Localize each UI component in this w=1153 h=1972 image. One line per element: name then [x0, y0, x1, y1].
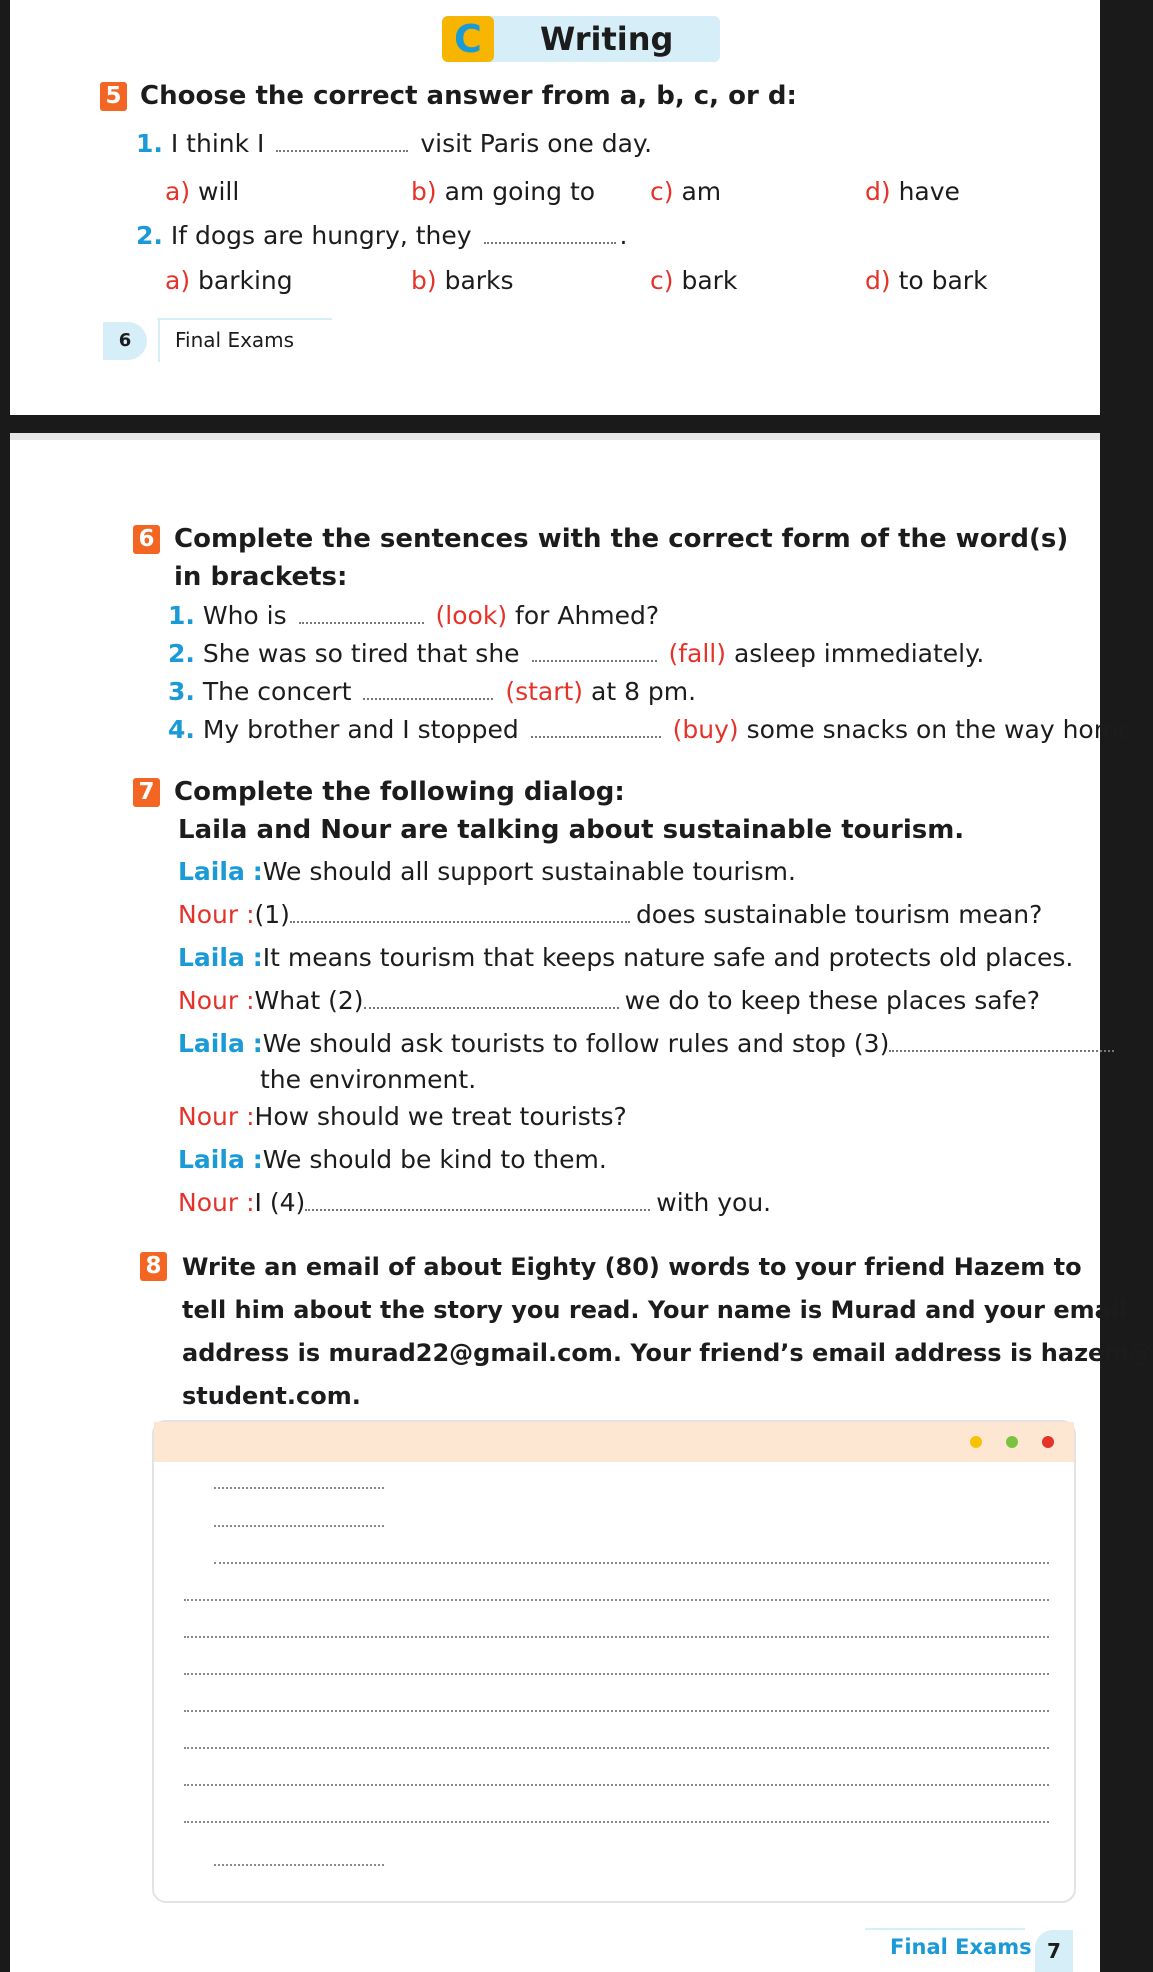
option-letter: c): [650, 177, 674, 206]
email-line[interactable]: [214, 1864, 384, 1866]
dialog-text-after: with you.: [656, 1188, 772, 1217]
item-text-before: The concert: [202, 677, 352, 706]
q6-item-2-blank[interactable]: [532, 642, 657, 662]
q6-item-3-blank[interactable]: [363, 680, 493, 700]
speaker-colon: :: [246, 986, 255, 1015]
q5-item-1-text-after: visit Paris one day.: [420, 129, 653, 158]
section-6-title-line1: Complete the sentences with the correct form of the word(s): [174, 524, 1069, 554]
dialog-text: We should all support sustainable tourism.: [262, 857, 796, 886]
option-text: barking: [198, 266, 293, 295]
dialog-text: How should we treat tourists?: [254, 1102, 627, 1131]
section-7-title: Complete the following dialog:: [174, 777, 625, 807]
option-text: am: [681, 177, 722, 206]
speaker-nour: Nour: [178, 1188, 239, 1217]
dialog-line-3: [178, 942, 1073, 974]
item-number: 3.: [168, 677, 195, 706]
q5-item-2-option-d[interactable]: [865, 265, 988, 297]
option-text: have: [898, 177, 960, 206]
item-text-after: asleep immediately.: [733, 639, 985, 668]
section-8-line-1: Write an email of about Eighty (80) words to your friend Hazem to: [182, 1253, 1082, 1281]
footer-rule: [865, 1928, 1025, 1930]
email-writing-box[interactable]: [152, 1420, 1076, 1903]
q5-item-1-option-a[interactable]: [165, 176, 239, 208]
speaker-colon: :: [246, 1102, 255, 1131]
dialog-line-7: [178, 1144, 607, 1176]
q5-item-2-text-before: If dogs are hungry, they: [170, 221, 472, 250]
dialog-text: What (2): [254, 986, 364, 1015]
option-text: bark: [681, 266, 738, 295]
q5-item-2-option-b[interactable]: [411, 265, 514, 297]
option-letter: d): [865, 266, 891, 295]
speaker-colon: :: [252, 943, 263, 972]
speaker-colon: :: [252, 1145, 263, 1174]
q5-item-2-option-a[interactable]: [165, 265, 293, 297]
writing-badge-letter: C: [454, 17, 482, 61]
email-line[interactable]: [184, 1747, 1049, 1749]
dialog-line-8: [178, 1187, 771, 1219]
section-7-subtitle: Laila and Nour are talking about sustainable tourism.: [178, 815, 965, 845]
dialog-text: We should be kind to them.: [262, 1145, 607, 1174]
footer-rule: [157, 318, 332, 320]
option-text: am going to: [444, 177, 596, 206]
footer-label: Final Exams: [175, 328, 295, 352]
option-letter: a): [165, 266, 191, 295]
speaker-colon: :: [252, 857, 263, 886]
email-line[interactable]: [184, 1784, 1049, 1786]
dialog-text: We should ask tourists to follow rules and stop (3): [262, 1029, 890, 1058]
section-6-badge: 6: [133, 525, 160, 554]
item-text-after: at 8 pm.: [591, 677, 697, 706]
speaker-nour: Nour: [178, 986, 239, 1015]
dialog-line-6: [178, 1101, 627, 1133]
dialog-blank-1[interactable]: [290, 903, 630, 923]
dialog-text: It means tourism that keeps nature safe and protects old places.: [262, 943, 1074, 972]
q5-item-2-end: .: [619, 221, 628, 250]
item-bracket-word: (look): [435, 601, 508, 630]
section-5-title: Choose the correct answer from a, b, c, or d:: [140, 81, 797, 111]
email-box-header: [154, 1422, 1074, 1462]
dialog-text: I (4): [254, 1188, 306, 1217]
section-8-badge: 8: [140, 1252, 167, 1281]
dialog-blank-4[interactable]: [305, 1191, 650, 1211]
email-line[interactable]: [184, 1710, 1049, 1712]
footer-divider: [158, 318, 160, 362]
q6-item-2: [168, 638, 984, 670]
item-bracket-word: (start): [505, 677, 584, 706]
speaker-laila: Laila: [178, 1145, 245, 1174]
dialog-blank-2[interactable]: [364, 989, 619, 1009]
q5-item-1-option-d[interactable]: [865, 176, 960, 208]
section-6-title-line2: in brackets:: [174, 562, 348, 592]
speaker-nour: Nour: [178, 1102, 239, 1131]
red-dot-icon: [1042, 1436, 1054, 1448]
option-letter: b): [411, 266, 437, 295]
page-number: 6: [103, 322, 147, 360]
email-line[interactable]: [184, 1821, 1049, 1823]
option-text: will: [198, 177, 240, 206]
email-line[interactable]: [214, 1562, 1049, 1564]
footer-label: Final Exams: [890, 1935, 1032, 1959]
q5-item-1-number: 1.: [136, 129, 163, 158]
option-letter: c): [650, 266, 674, 295]
option-letter: b): [411, 177, 437, 206]
email-line[interactable]: [184, 1636, 1049, 1638]
section-8-line-4: student.com.: [182, 1382, 361, 1410]
green-dot-icon: [1006, 1436, 1018, 1448]
email-line[interactable]: [214, 1487, 384, 1489]
email-line[interactable]: [184, 1673, 1049, 1675]
speaker-laila: Laila: [178, 1029, 245, 1058]
item-text-before: She was so tired that she: [202, 639, 520, 668]
q5-item-1: [136, 128, 652, 160]
item-number: 1.: [168, 601, 195, 630]
q6-item-4-blank[interactable]: [531, 718, 661, 738]
speaker-colon: :: [246, 1188, 255, 1217]
page-6: [10, 0, 1100, 415]
item-bracket-word: (fall): [668, 639, 726, 668]
q6-item-4: [168, 714, 1141, 746]
dialog-line-5: [178, 1028, 1114, 1060]
item-text-before: My brother and I stopped: [202, 715, 519, 744]
section-7-badge: 7: [133, 778, 160, 807]
speaker-laila: Laila: [178, 943, 245, 972]
writing-title: Writing: [540, 20, 674, 58]
q5-item-2-number: 2.: [136, 221, 163, 250]
page-7: [10, 440, 1153, 1972]
option-text: to bark: [898, 266, 988, 295]
q6-item-1: [168, 600, 659, 632]
dialog-line-4: [178, 985, 1040, 1017]
q5-item-2-option-c[interactable]: [650, 265, 737, 297]
q6-item-1-blank[interactable]: [299, 604, 424, 624]
q5-item-1-option-c[interactable]: [650, 176, 721, 208]
option-letter: d): [865, 177, 891, 206]
option-letter: a): [165, 177, 191, 206]
email-line[interactable]: [184, 1599, 1049, 1601]
yellow-dot-icon: [970, 1436, 982, 1448]
q6-item-3: [168, 676, 696, 708]
item-bracket-word: (buy): [672, 715, 739, 744]
dialog-text-after: we do to keep these places safe?: [624, 986, 1041, 1015]
item-number: 2.: [168, 639, 195, 668]
option-text: barks: [444, 266, 514, 295]
item-text-after: for Ahmed?: [515, 601, 660, 630]
page-number: 7: [1035, 1930, 1073, 1972]
q5-item-2: [136, 220, 627, 252]
dialog-line-2: [178, 899, 1042, 931]
dialog-text: (1): [254, 900, 290, 929]
section-8-line-3: address is murad22@gmail.com. Your friend’s email address is hazem@: [182, 1339, 1153, 1367]
speaker-laila: Laila: [178, 857, 245, 886]
section-5-badge: 5: [100, 82, 127, 111]
dialog-text-after: does sustainable tourism mean?: [635, 900, 1043, 929]
email-line[interactable]: [214, 1525, 384, 1527]
section-8-line-2: tell him about the story you read. Your name is Murad and your email: [182, 1296, 1128, 1324]
q5-item-1-text-before: I think I: [170, 129, 265, 158]
page-gap-edge: [10, 433, 1100, 440]
speaker-colon: :: [246, 900, 255, 929]
q5-item-1-option-b[interactable]: [411, 176, 595, 208]
speaker-colon: :: [252, 1029, 263, 1058]
item-text-before: Who is: [202, 601, 287, 630]
item-number: 4.: [168, 715, 195, 744]
item-text-after: some snacks on the way home.: [746, 715, 1142, 744]
q5-item-1-blank[interactable]: [276, 132, 408, 152]
dialog-blank-3[interactable]: [889, 1032, 1114, 1052]
dialog-line-1: [178, 856, 796, 888]
q5-item-2-blank[interactable]: [484, 224, 616, 244]
speaker-nour: Nour: [178, 900, 239, 929]
dialog-line-5-continued: the environment.: [260, 1065, 477, 1094]
